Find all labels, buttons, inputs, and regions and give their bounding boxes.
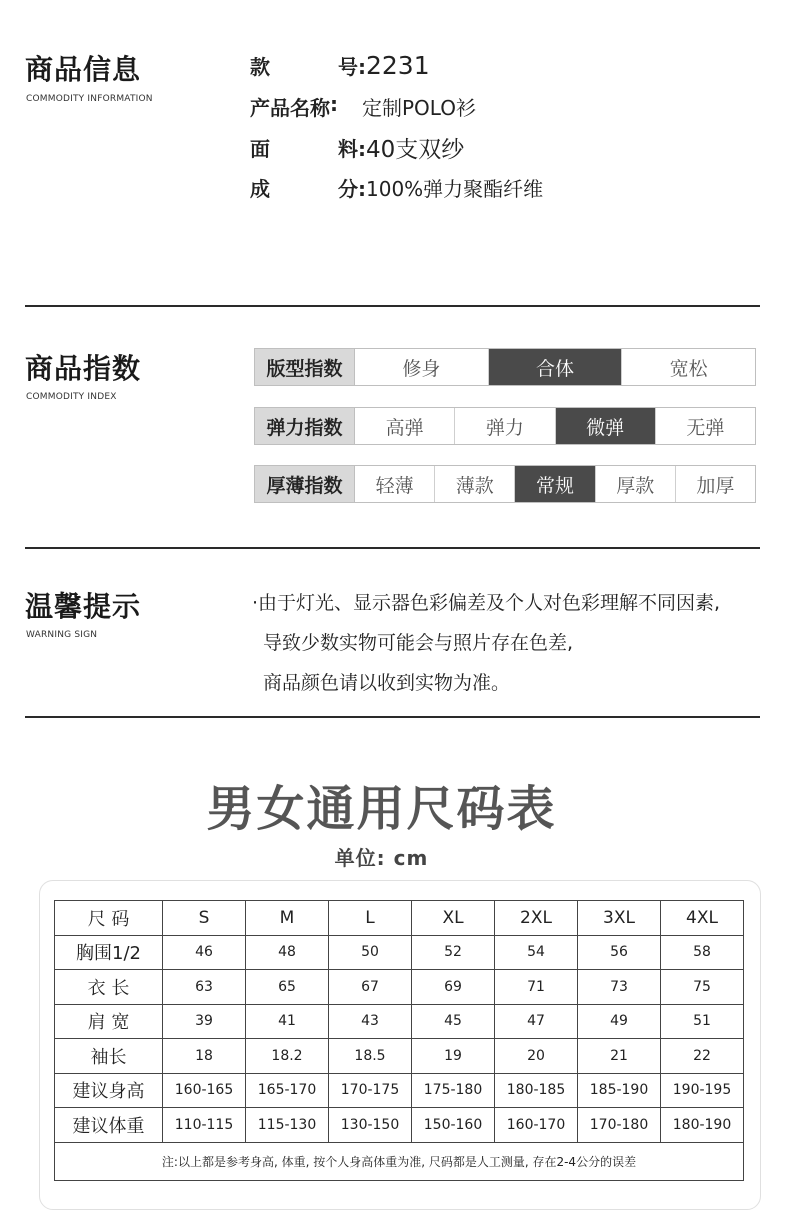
size-header-label: 尺 码	[55, 901, 163, 936]
table-cell: 50	[329, 935, 412, 970]
size-header-cell: S	[163, 901, 246, 936]
index-option: 修身	[355, 349, 489, 385]
index-options	[355, 349, 755, 385]
index-option-selected: 常规	[515, 466, 595, 502]
info-row-product-name	[250, 91, 476, 121]
tip-line: ·由于灯光、显示器色彩偏差及个人对色彩理解不同因素,	[252, 592, 721, 614]
table-cell: 67	[329, 970, 412, 1005]
table-cell: 65	[246, 970, 329, 1005]
info-label: 面 料:	[250, 136, 366, 161]
index-option: 薄款	[435, 466, 515, 502]
table-cell: 170-180	[578, 1108, 661, 1143]
table-cell: 19	[412, 1039, 495, 1074]
table-cell: 51	[661, 1004, 744, 1039]
table-row	[55, 1039, 744, 1074]
size-note: 注:以上都是参考身高, 体重, 按个人身高体重为准, 尺码都是人工测量, 存在2-4公分的误差	[55, 1142, 744, 1180]
size-chart-title: 男女通用尺码表	[206, 781, 557, 837]
table-row	[55, 1004, 744, 1039]
table-cell: 52	[412, 935, 495, 970]
table-cell: 20	[495, 1039, 578, 1074]
section-divider	[25, 305, 760, 307]
section-divider	[25, 547, 760, 549]
info-value: 2231	[366, 50, 430, 80]
table-cell: 47	[495, 1004, 578, 1039]
table-cell: 63	[163, 970, 246, 1005]
index-row-label: 弹力指数	[255, 408, 355, 444]
table-cell: 56	[578, 935, 661, 970]
table-cell: 18.2	[246, 1039, 329, 1074]
index-row-label: 厚薄指数	[255, 466, 355, 502]
section-divider	[25, 716, 760, 718]
index-option: 高弹	[355, 408, 455, 444]
row-label: 建议身高	[55, 1073, 163, 1108]
tips-section-subtitle: WARNING SIGN	[26, 630, 98, 640]
size-header-cell: 4XL	[661, 901, 744, 936]
table-cell: 71	[495, 970, 578, 1005]
index-option: 宽松	[669, 357, 708, 380]
size-table	[54, 900, 744, 1181]
table-cell: 175-180	[412, 1073, 495, 1108]
info-row-fabric	[250, 132, 464, 162]
table-cell: 73	[578, 970, 661, 1005]
index-options	[355, 408, 755, 444]
size-header-cell: L	[329, 901, 412, 936]
index-option: 厚款	[596, 466, 676, 502]
index-option: 加厚	[696, 474, 735, 497]
size-header-cell: 2XL	[495, 901, 578, 936]
table-cell: 21	[578, 1039, 661, 1074]
table-cell: 160-165	[163, 1073, 246, 1108]
table-cell: 45	[412, 1004, 495, 1039]
info-row-composition	[250, 172, 543, 202]
table-cell: 130-150	[329, 1108, 412, 1143]
row-label: 建议体重	[55, 1108, 163, 1143]
index-row	[254, 407, 756, 445]
table-cell: 54	[495, 935, 578, 970]
table-cell: 39	[163, 1004, 246, 1039]
size-header-row	[55, 901, 744, 936]
row-label: 袖长	[55, 1039, 163, 1074]
table-row	[55, 970, 744, 1005]
table-cell: 150-160	[412, 1108, 495, 1143]
table-cell: 49	[578, 1004, 661, 1039]
table-row	[55, 1108, 744, 1143]
index-option: 无弹	[686, 416, 725, 439]
row-label: 肩 宽	[55, 1004, 163, 1039]
table-cell: 69	[412, 970, 495, 1005]
tip-line: 导致少数实物可能会与照片存在色差,	[263, 632, 574, 654]
index-options	[355, 466, 755, 502]
table-cell: 22	[661, 1039, 744, 1074]
table-cell: 58	[661, 935, 744, 970]
table-cell: 180-185	[495, 1073, 578, 1108]
table-row	[55, 1073, 744, 1108]
index-option: 轻薄	[355, 466, 435, 502]
table-cell: 18	[163, 1039, 246, 1074]
info-value: 100%弹力聚酯纤维	[366, 176, 544, 201]
table-cell: 190-195	[661, 1073, 744, 1108]
size-header-cell: 3XL	[578, 901, 661, 936]
index-option: 弹力	[455, 408, 555, 444]
info-value: 40支双纱	[366, 136, 465, 163]
table-cell: 185-190	[578, 1073, 661, 1108]
tip-line: 商品颜色请以收到实物为准。	[263, 672, 511, 694]
row-label: 衣 长	[55, 970, 163, 1005]
table-cell: 75	[661, 970, 744, 1005]
index-row	[254, 465, 756, 503]
table-cell: 180-190	[661, 1108, 744, 1143]
info-row-style-number	[250, 50, 430, 80]
size-chart-unit: 单位: cm	[334, 846, 429, 870]
table-cell: 160-170	[495, 1108, 578, 1143]
table-cell: 110-115	[163, 1108, 246, 1143]
info-section-subtitle: COMMODITY INFORMATION	[26, 94, 153, 104]
size-header-cell: XL	[412, 901, 495, 936]
table-cell: 46	[163, 935, 246, 970]
index-section-subtitle: COMMODITY INDEX	[26, 392, 117, 402]
table-cell: 48	[246, 935, 329, 970]
info-label: 款 号:	[250, 54, 366, 79]
size-header-cell: M	[246, 901, 329, 936]
table-cell: 43	[329, 1004, 412, 1039]
index-option-selected: 合体	[489, 349, 623, 385]
table-cell: 165-170	[246, 1073, 329, 1108]
index-option-selected: 微弹	[556, 408, 656, 444]
table-cell: 18.5	[329, 1039, 412, 1074]
index-row	[254, 348, 756, 386]
info-value: 定制POLO衫	[362, 95, 476, 120]
tips-section-title: 温馨提示	[25, 590, 142, 623]
info-label: 成 分:	[250, 176, 366, 201]
row-label: 胸围1/2	[55, 935, 163, 970]
table-row	[55, 935, 744, 970]
note-row	[55, 1142, 744, 1180]
index-row-label: 版型指数	[255, 349, 355, 385]
index-section-title: 商品指数	[25, 352, 142, 385]
info-label: 产品名称 :	[250, 91, 338, 120]
table-cell: 41	[246, 1004, 329, 1039]
table-cell: 115-130	[246, 1108, 329, 1143]
info-section-title: 商品信息	[25, 53, 142, 86]
table-cell: 170-175	[329, 1073, 412, 1108]
